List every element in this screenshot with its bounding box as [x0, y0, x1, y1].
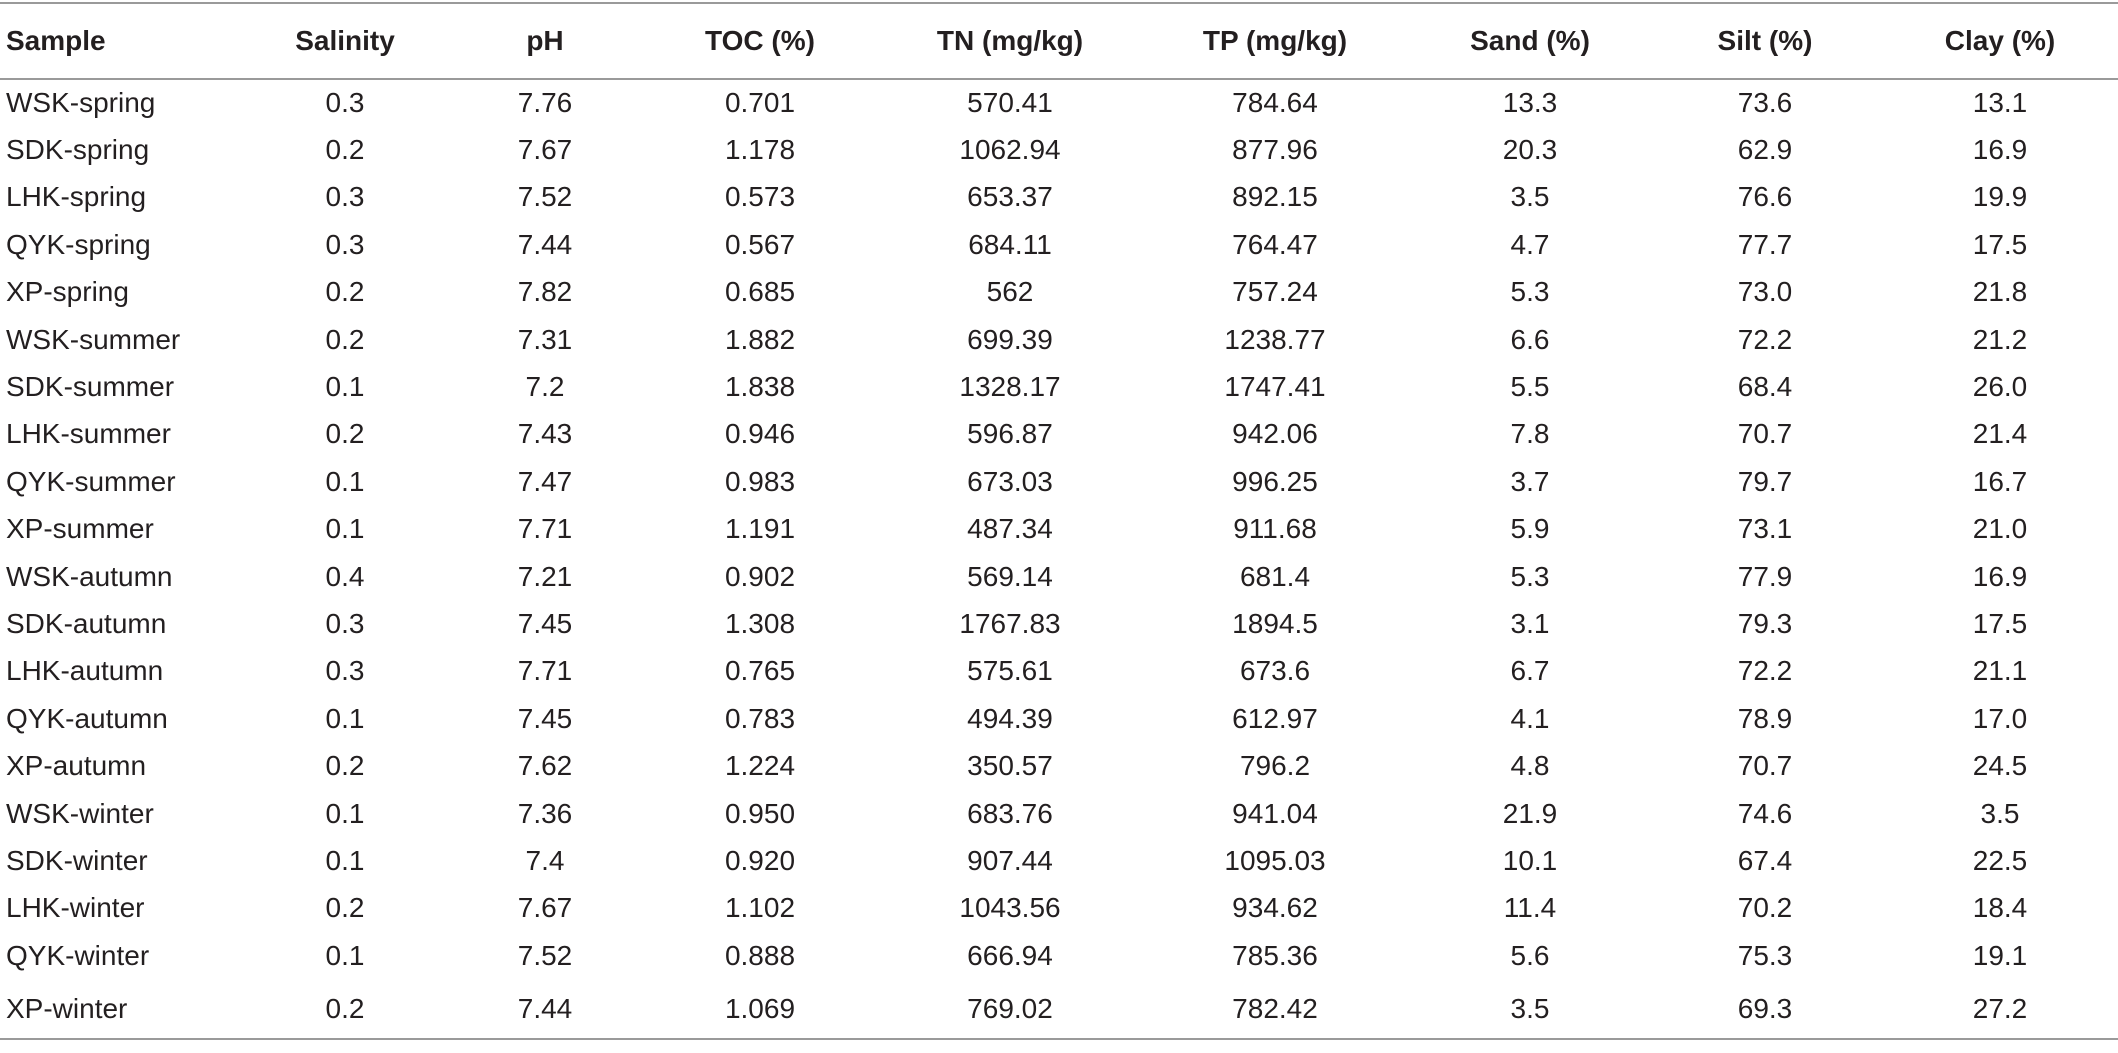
cell-sand: 10.1	[1502, 844, 1558, 876]
cell-tp: 764.47	[1232, 228, 1318, 260]
table-row	[0, 174, 2118, 221]
cell-sample: LHK-autumn	[6, 655, 164, 687]
table-row	[0, 221, 2118, 268]
cell-ph: 7.44	[450, 979, 640, 1039]
table-row	[0, 979, 2118, 1039]
cell-tn: 769.02	[880, 979, 1140, 1039]
cell-sample: SDK-autumn	[6, 607, 167, 639]
cell-tp: 1095.03	[1224, 844, 1326, 876]
table-row	[0, 600, 2118, 647]
cell-sample: QYK-winter	[6, 939, 150, 971]
cell-ph: 7.62	[517, 750, 573, 782]
cell-silt: 68.4	[1737, 371, 1793, 403]
header-tp: TP (mg/kg)	[1140, 3, 1410, 79]
table-body	[0, 79, 2118, 1039]
cell-toc: 0.920	[724, 844, 796, 876]
header-silt: Silt (%)	[1650, 3, 1880, 79]
cell-toc: 0.888	[724, 939, 796, 971]
cell-ph: 7.82	[517, 276, 573, 308]
cell-tn: 596.87	[967, 418, 1053, 450]
cell-clay: 19.1	[1972, 939, 2028, 971]
cell-ph: 7.4	[525, 844, 565, 876]
cell-toc: 0.685	[724, 276, 796, 308]
cell-sample: SDK-summer	[6, 371, 175, 403]
cell-sand: 21.9	[1502, 797, 1558, 829]
cell-toc: 1.178	[724, 134, 796, 166]
cell-ph: 7.67	[517, 134, 573, 166]
cell-salinity: 0.2	[325, 418, 365, 450]
cell-sample: LHK-spring	[6, 181, 147, 213]
cell-clay: 27.2	[1880, 979, 2118, 1039]
cell-salinity: 0.1	[325, 844, 365, 876]
table-row	[0, 126, 2118, 173]
cell-silt: 70.7	[1737, 418, 1793, 450]
cell-silt: 62.9	[1737, 134, 1793, 166]
cell-salinity: 0.2	[325, 323, 365, 355]
cell-tp: 941.04	[1232, 797, 1318, 829]
cell-tp: 673.6	[1239, 655, 1311, 687]
table-row	[0, 411, 2118, 458]
table-row	[0, 790, 2118, 837]
cell-tn: 907.44	[967, 844, 1053, 876]
cell-sand: 3.7	[1510, 465, 1550, 497]
cell-tn: 487.34	[967, 513, 1053, 545]
cell-sand: 5.3	[1510, 560, 1550, 592]
cell-silt: 73.6	[1737, 87, 1793, 119]
cell-clay: 21.0	[1972, 513, 2028, 545]
cell-tp: 681.4	[1239, 560, 1311, 592]
cell-clay: 17.0	[1972, 702, 2028, 734]
cell-clay: 19.9	[1972, 181, 2028, 213]
cell-tn: 653.37	[967, 181, 1053, 213]
cell-tp: 911.68	[1233, 513, 1317, 545]
cell-sand: 13.3	[1502, 87, 1558, 119]
cell-salinity: 0.3	[325, 181, 365, 213]
cell-clay: 13.1	[1972, 87, 2028, 119]
cell-clay: 16.9	[1972, 134, 2028, 166]
cell-tn: 683.76	[967, 797, 1053, 829]
cell-toc: 1.308	[724, 607, 796, 639]
cell-clay: 17.5	[1972, 607, 2028, 639]
cell-tp: 1238.77	[1224, 323, 1326, 355]
cell-sand: 20.3	[1502, 134, 1558, 166]
cell-tp: 796.2	[1239, 750, 1311, 782]
cell-sand: 7.8	[1510, 418, 1550, 450]
cell-salinity: 0.4	[325, 560, 365, 592]
cell-salinity: 0.2	[240, 979, 450, 1039]
cell-tn: 699.39	[967, 323, 1053, 355]
cell-toc: 1.102	[724, 892, 796, 924]
cell-clay: 21.4	[1972, 418, 2028, 450]
cell-sand: 11.4	[1503, 892, 1557, 924]
cell-toc: 1.838	[724, 371, 796, 403]
cell-toc: 1.069	[640, 979, 880, 1039]
cell-sand: 5.5	[1510, 371, 1550, 403]
cell-silt: 67.4	[1737, 844, 1793, 876]
cell-clay: 17.5	[1972, 228, 2028, 260]
cell-silt: 70.7	[1737, 750, 1793, 782]
cell-ph: 7.71	[517, 655, 573, 687]
cell-ph: 7.2	[525, 371, 565, 403]
cell-silt: 79.3	[1737, 607, 1793, 639]
cell-silt: 75.3	[1737, 939, 1793, 971]
header-sample: Sample	[0, 3, 240, 79]
cell-ph: 7.67	[517, 892, 573, 924]
table-row	[0, 79, 2118, 126]
cell-ph: 7.45	[517, 607, 573, 639]
cell-silt: 72.2	[1737, 655, 1793, 687]
cell-silt: 73.0	[1737, 276, 1793, 308]
cell-salinity: 0.1	[325, 465, 365, 497]
cell-sample: LHK-summer	[6, 418, 171, 450]
cell-sand: 4.1	[1510, 702, 1550, 734]
cell-salinity: 0.2	[325, 750, 365, 782]
soil-properties-table	[0, 2, 2118, 1040]
header-salinity: Salinity	[240, 3, 450, 79]
cell-sample: LHK-winter	[6, 892, 145, 924]
cell-sample: QYK-spring	[6, 228, 151, 260]
cell-toc: 0.701	[724, 87, 796, 119]
cell-sand: 6.6	[1510, 323, 1550, 355]
table-row	[0, 506, 2118, 553]
table-row	[0, 695, 2118, 742]
cell-toc: 0.567	[724, 228, 796, 260]
cell-tn: 575.61	[967, 655, 1053, 687]
cell-tn: 570.41	[967, 87, 1053, 119]
table-row	[0, 932, 2118, 979]
cell-ph: 7.44	[517, 228, 573, 260]
table-row	[0, 458, 2118, 505]
table-row	[0, 316, 2118, 363]
cell-sand: 6.7	[1510, 655, 1550, 687]
cell-clay: 22.5	[1972, 844, 2028, 876]
cell-salinity: 0.1	[325, 939, 365, 971]
cell-toc: 1.191	[724, 513, 796, 545]
table-row	[0, 363, 2118, 410]
cell-sample: XP-winter	[0, 979, 240, 1039]
cell-sand: 4.7	[1510, 228, 1550, 260]
cell-silt: 69.3	[1650, 979, 1880, 1039]
cell-salinity: 0.2	[325, 892, 365, 924]
cell-toc: 0.765	[724, 655, 796, 687]
header-sand: Sand (%)	[1410, 3, 1650, 79]
cell-silt: 76.6	[1737, 181, 1793, 213]
cell-tn: 350.57	[967, 750, 1053, 782]
cell-tn: 1043.56	[959, 892, 1061, 924]
cell-tn: 1062.94	[959, 134, 1061, 166]
table-header	[0, 3, 2118, 79]
cell-ph: 7.21	[517, 560, 573, 592]
cell-sand: 4.8	[1510, 750, 1550, 782]
cell-ph: 7.52	[517, 939, 573, 971]
table-row	[0, 885, 2118, 932]
cell-silt: 78.9	[1737, 702, 1793, 734]
cell-silt: 74.6	[1737, 797, 1793, 829]
cell-toc: 0.573	[724, 181, 796, 213]
cell-clay: 24.5	[1972, 750, 2028, 782]
cell-clay: 18.4	[1972, 892, 2028, 924]
cell-tn: 562	[986, 276, 1034, 308]
cell-tp: 942.06	[1232, 418, 1318, 450]
cell-sample: QYK-summer	[6, 465, 176, 497]
cell-sand: 5.3	[1510, 276, 1550, 308]
cell-silt: 73.1	[1737, 513, 1793, 545]
cell-salinity: 0.1	[325, 371, 365, 403]
table-row	[0, 648, 2118, 695]
cell-tp: 1894.5	[1232, 607, 1318, 639]
cell-tp: 934.62	[1232, 892, 1318, 924]
cell-clay: 16.9	[1972, 560, 2028, 592]
header-clay: Clay (%)	[1880, 3, 2118, 79]
cell-ph: 7.31	[517, 323, 573, 355]
cell-sample: WSK-spring	[6, 87, 156, 119]
cell-tn: 684.11	[968, 228, 1052, 260]
cell-sand: 5.9	[1510, 513, 1550, 545]
cell-sample: WSK-winter	[6, 797, 154, 829]
cell-tp: 782.42	[1140, 979, 1410, 1039]
cell-toc: 0.950	[724, 797, 796, 829]
cell-sand: 3.5	[1510, 181, 1550, 213]
cell-salinity: 0.3	[325, 607, 365, 639]
cell-tp: 612.97	[1232, 702, 1318, 734]
cell-salinity: 0.1	[325, 513, 365, 545]
cell-toc: 0.946	[724, 418, 796, 450]
table-row	[0, 553, 2118, 600]
cell-salinity: 0.1	[325, 702, 365, 734]
cell-clay: 21.2	[1972, 323, 2028, 355]
cell-tp: 784.64	[1232, 87, 1318, 119]
cell-silt: 70.2	[1737, 892, 1793, 924]
cell-tn: 666.94	[967, 939, 1053, 971]
cell-tp: 757.24	[1232, 276, 1318, 308]
cell-silt: 72.2	[1737, 323, 1793, 355]
cell-sample: XP-autumn	[6, 750, 147, 782]
cell-sample: XP-summer	[6, 513, 154, 545]
cell-sample: XP-spring	[6, 276, 129, 308]
cell-toc: 0.783	[724, 702, 796, 734]
cell-salinity: 0.3	[325, 655, 365, 687]
cell-silt: 77.9	[1737, 560, 1793, 592]
cell-ph: 7.43	[517, 418, 573, 450]
cell-clay: 21.8	[1972, 276, 2028, 308]
table-row	[0, 837, 2118, 884]
cell-toc: 1.224	[724, 750, 796, 782]
cell-tn: 673.03	[967, 465, 1053, 497]
table-row	[0, 742, 2118, 789]
cell-tp: 1747.41	[1224, 371, 1326, 403]
cell-sand: 3.5	[1410, 979, 1650, 1039]
cell-sand: 3.1	[1510, 607, 1550, 639]
cell-sample: QYK-autumn	[6, 702, 168, 734]
cell-tp: 892.15	[1232, 181, 1318, 213]
cell-silt: 77.7	[1737, 228, 1793, 260]
cell-sand: 5.6	[1510, 939, 1550, 971]
table-row	[0, 269, 2118, 316]
cell-clay: 16.7	[1972, 465, 2028, 497]
cell-salinity: 0.2	[325, 276, 365, 308]
cell-silt: 79.7	[1737, 465, 1793, 497]
cell-clay: 3.5	[1980, 797, 2020, 829]
cell-ph: 7.52	[517, 181, 573, 213]
cell-tp: 785.36	[1232, 939, 1318, 971]
cell-tn: 494.39	[967, 702, 1053, 734]
cell-ph: 7.36	[517, 797, 573, 829]
cell-salinity: 0.3	[325, 87, 365, 119]
cell-ph: 7.47	[517, 465, 573, 497]
cell-sample: WSK-summer	[6, 323, 181, 355]
cell-toc: 0.902	[724, 560, 796, 592]
header-row	[0, 3, 2118, 79]
cell-tn: 569.14	[967, 560, 1053, 592]
cell-toc: 0.983	[724, 465, 796, 497]
cell-clay: 21.1	[1972, 655, 2028, 687]
header-toc: TOC (%)	[640, 3, 880, 79]
cell-tp: 877.96	[1232, 134, 1318, 166]
header-ph: pH	[450, 3, 640, 79]
cell-tp: 996.25	[1232, 465, 1318, 497]
cell-tn: 1328.17	[959, 371, 1061, 403]
cell-salinity: 0.2	[325, 134, 365, 166]
cell-salinity: 0.3	[325, 228, 365, 260]
header-tn: TN (mg/kg)	[880, 3, 1140, 79]
cell-tn: 1767.83	[959, 607, 1061, 639]
cell-sample: SDK-spring	[6, 134, 150, 166]
cell-ph: 7.76	[517, 87, 573, 119]
cell-toc: 1.882	[724, 323, 796, 355]
cell-salinity: 0.1	[325, 797, 365, 829]
cell-ph: 7.71	[517, 513, 573, 545]
cell-sample: SDK-winter	[6, 844, 148, 876]
cell-ph: 7.45	[517, 702, 573, 734]
cell-sample: WSK-autumn	[6, 560, 173, 592]
cell-clay: 26.0	[1972, 371, 2028, 403]
